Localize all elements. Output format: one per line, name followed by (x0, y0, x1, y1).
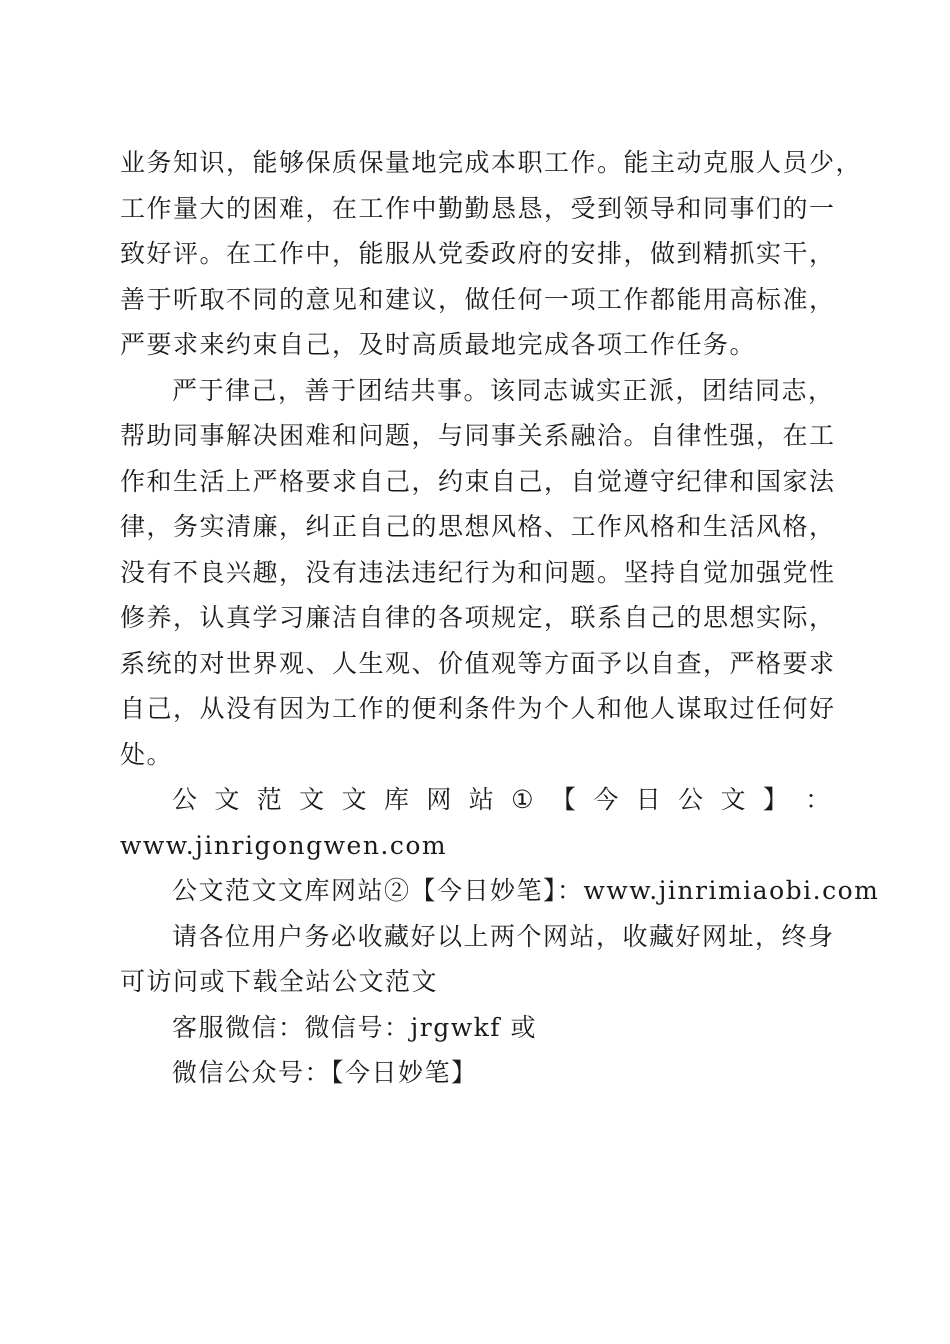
text-line: 帮助同事解决困难和问题，与同事关系融洽。自律性强，在工 (120, 421, 836, 450)
site1-char: 库 (383, 785, 411, 814)
site1-char: 文 (299, 785, 326, 814)
site1-char: ： (805, 785, 832, 814)
text-line: 系统的对世界观、人生观、价值观等方面予以自查，严格要求 (120, 648, 836, 678)
text-line: 修养，认真学习廉洁自律的各项规定，联系自己的思想实际， (120, 603, 836, 632)
site1-char: 今 (593, 785, 620, 814)
site1-block (120, 777, 832, 868)
site1-char: 】 (762, 785, 790, 814)
site1-char: 日 (635, 785, 663, 814)
site1-label (120, 777, 832, 823)
site1-url[interactable]: www.jinrigongwen.com (120, 830, 448, 860)
text-line: 严于律己，善于团结共事。该同志诚实正派，团结同志， (172, 375, 835, 405)
notice-line: 可访问或下载全站公文范文 (120, 967, 439, 996)
site1-char: 站 (468, 785, 496, 814)
text-line: 业务知识，能够保质保量地完成本职工作。能主动克服人员少， (120, 148, 863, 177)
text-line: 致好评。在工作中，能服从党委政府的安排，做到精抓实干， (120, 239, 836, 268)
text-line: 自己，从没有因为工作的便利条件为个人和他人谋取过任何好 (120, 694, 836, 723)
text-line: 没有不良兴趣，没有违法违纪行为和问题。坚持自觉加强党性 (120, 557, 836, 587)
site1-char: 文 (720, 785, 747, 814)
service-wechat: 客服微信：微信号：jrgwkf 或 (172, 1012, 537, 1042)
notice-line: 请各位用户务必收藏好以上两个网站，收藏好网址，终身 (172, 921, 835, 951)
text-line: 处。 (120, 739, 174, 769)
document-page (120, 140, 880, 1096)
site1-char: 公 (678, 785, 705, 814)
service-official-account: 微信公众号：【今日妙笔】 (172, 1058, 478, 1087)
paragraph-work-performance (120, 140, 863, 368)
site1-char: 文 (214, 785, 241, 814)
text-line: 工作量大的困难，在工作中勤勤恳恳，受到领导和同事们的一 (120, 193, 836, 223)
text-line: 律，务实清廉，纠正自己的思想风格、工作风格和生活风格， (120, 512, 836, 541)
site1-char: ① (511, 785, 536, 814)
site1-char: 文 (341, 785, 369, 814)
text-line: 善于听取不同的意见和建议，做任何一项工作都能用高标准， (120, 284, 836, 314)
site1-char: 范 (256, 785, 284, 814)
site1-char: 【 (550, 785, 578, 814)
site2-line[interactable]: 公文范文文库网站②【今日妙笔】：www.jinrimiaobi.com (172, 876, 880, 905)
paragraph-self-discipline (120, 368, 836, 778)
site1-char: 公 (172, 785, 199, 814)
notice-block (120, 914, 835, 1005)
site1-char: 网 (426, 785, 453, 814)
text-line: 严要求来约束自己，及时高质最地完成各项工作任务。 (120, 330, 757, 359)
text-line: 作和生活上严格要求自己，约束自己，自觉遵守纪律和国家法 (120, 466, 836, 496)
